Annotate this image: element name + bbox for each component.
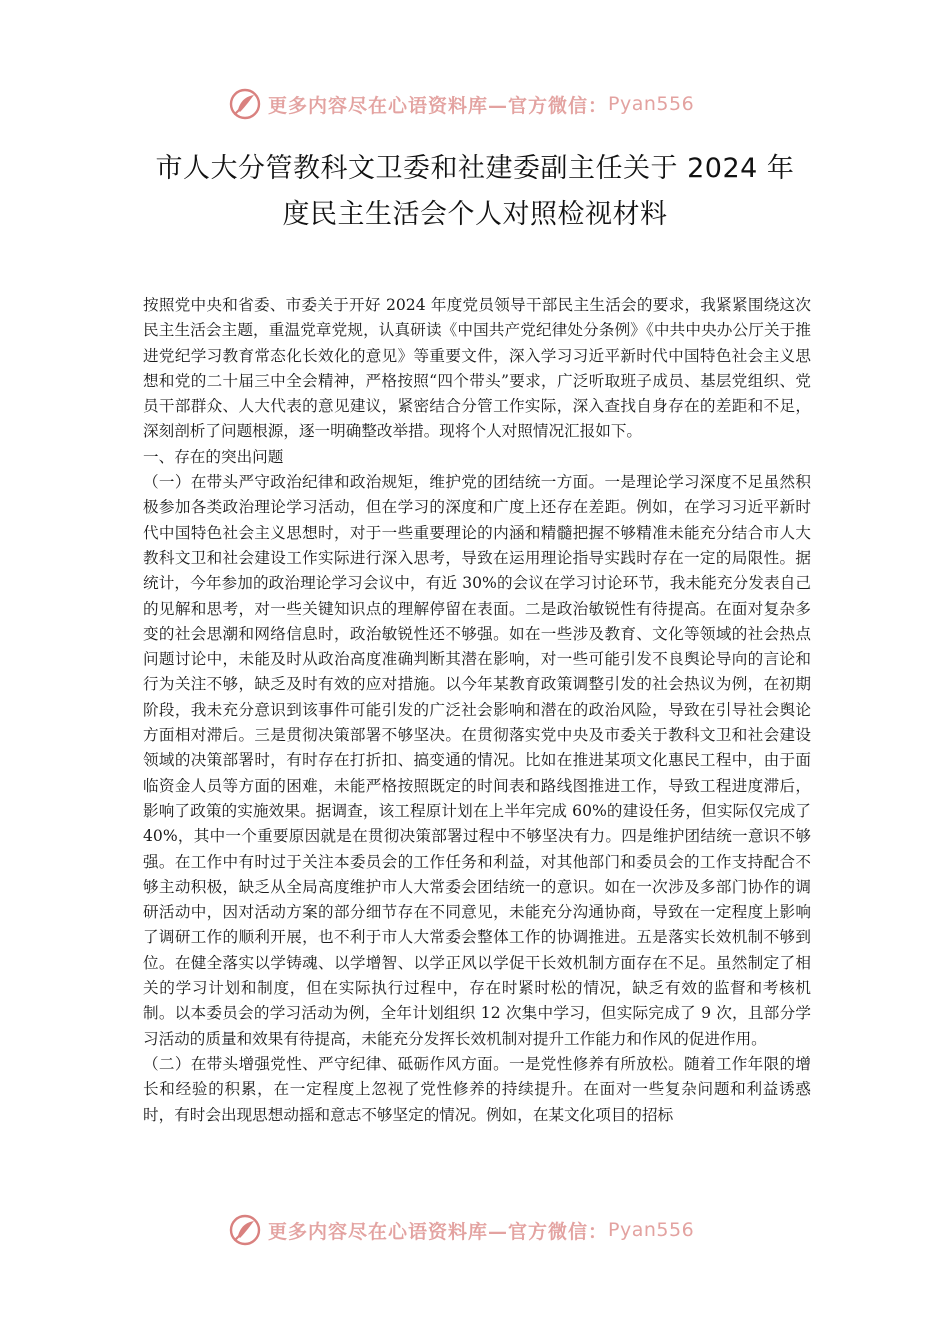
intro-paragraph: 按照党中央和省委、市委关于开好 2024 年度党员领导干部民主生活会的要求，我紧紧围绕这次民主生活会主题，重温党章党规，认真研读《中国共产党纪律处分条例》《中共中央办公厅关于推进党纪学习教育常态化长效化的意见》等重要文件，深入学习习近平新时代中国特色社会主义思想和党的二十届三中全会精神，严格按照“四个带头”要求，广泛听取班子成员、基层党组织、党员干部群众、人大代表的意见建议，紧密结合分管工作实际，深入查找自身存在的差距和不足，深刻剖析了问题根源，逐一明确整改举措。现将个人对照情况汇报如下。	[143, 296, 811, 441]
section-heading-1: 一、存在的突出问题	[143, 447, 284, 466]
document-title	[130, 146, 820, 238]
watermark-banner-bottom	[228, 1210, 694, 1250]
watermark-text: 更多内容尽在心语资料库—官方微信：	[268, 1220, 609, 1243]
title-line-1: 市人大分管教科文卫委和社建委副主任关于 2024 年	[155, 153, 795, 184]
watermark-banner-top	[228, 84, 694, 124]
watermark-wechat-id: Pyan556	[608, 1219, 695, 1241]
body-paragraph-1: （一）在带头严守政治纪律和政治规矩，维护党的团结统一方面。一是理论学习深度不足虽然积极参加各类政治理论学习活动，但在学习的深度和广度上还存在差距。例如，在学习习近平新时代中国特色社会主义思想时，对于一些重要理论的内涵和精髓把握不够精准未能充分结合市人大教科文卫和社会建设工作实际进行深入思考，导致在运用理论指导实践时存在一定的局限性。据统计，今年参加的政治理论学习会议中，有近 30%的会议在学习讨论环节，我未能充分发表自己的见解和思考，对一些关键知识点的理解停留在表面。二是政治敏锐性有待提高。在面对复杂多变的社会思潮和网络信息时，政治敏锐性还不够强。如在一些涉及教育、文化等领域的社会热点问题讨论中，未能及时从政治高度准确判断其潜在影响，对一些可能引发不良舆论导向的言论和行为关注不够，缺乏及时有效的应对措施。以今年某教育政策调整引发的社会热议为例，在初期阶段，我未充分意识到该事件可能引发的广泛社会影响和潜在的政治风险，导致在引导社会舆论方面相对滞后。三是贯彻决策部署不够坚决。在贯彻落实党中央及市委关于教科文卫和社会建设领域的决策部署时，有时存在打折扣、搞变通的情况。比如在推进某项文化惠民工程中，由于面临资金人员等方面的困难，未能严格按照既定的时间表和路线图推进工作，导致工程进度滞后，影响了政策的实施效果。据调查，该工程原计划在上半年完成 60%的建设任务，但实际仅完成了 40%，其中一个重要原因就是在贯彻决策部署过程中不够坚决有力。四是维护团结统一意识不够强。在工作中有时过于关注本委员会的工作任务和利益，对其他部门和委员会的工作支持配合不够主动积极，缺乏从全局高度维护市人大常委会团结统一的意识。如在一次涉及多部门协作的调研活动中，因对活动方案的部分细节存在不同意见，未能充分沟通协商，导致在一定程度上影响了调研工作的顺利开展，也不利于市人大常委会整体工作的协调推进。五是落实长效机制不够到位。在健全落实以学铸魂、以学增智、以学正风以学促干长效机制方面存在不足。虽然制定了相关的学习计划和制度，但在实际执行过程中，存在时紧时松的情况，缺乏有效的监督和考核机制。以本委员会的学习活动为例，全年计划组织 12 次集中学习，但实际完成了 9 次，且部分学习活动的质量和效果有待提高，未能充分发挥长效机制对提升工作能力和作风的促进作用。	[143, 473, 811, 1048]
body-paragraph-2: （二）在带头增强党性、严守纪律、砥砺作风方面。一是党性修养有所放松。随着工作年限的增长和经验的积累，在一定程度上忽视了党性修养的持续提升。在面对一些复杂问题和利益诱惑时，有时会出现思想动摇和意志不够坚定的情况。例如，在某文化项目的招标	[143, 1054, 811, 1124]
watermark-text: 更多内容尽在心语资料库—官方微信：	[268, 94, 609, 117]
watermark-logo-icon	[228, 87, 262, 121]
watermark-wechat-id: Pyan556	[608, 93, 695, 115]
document-body	[143, 293, 811, 1191]
title-line-2: 度民主生活会个人对照检视材料	[282, 199, 668, 230]
watermark-logo-icon	[228, 1213, 262, 1247]
